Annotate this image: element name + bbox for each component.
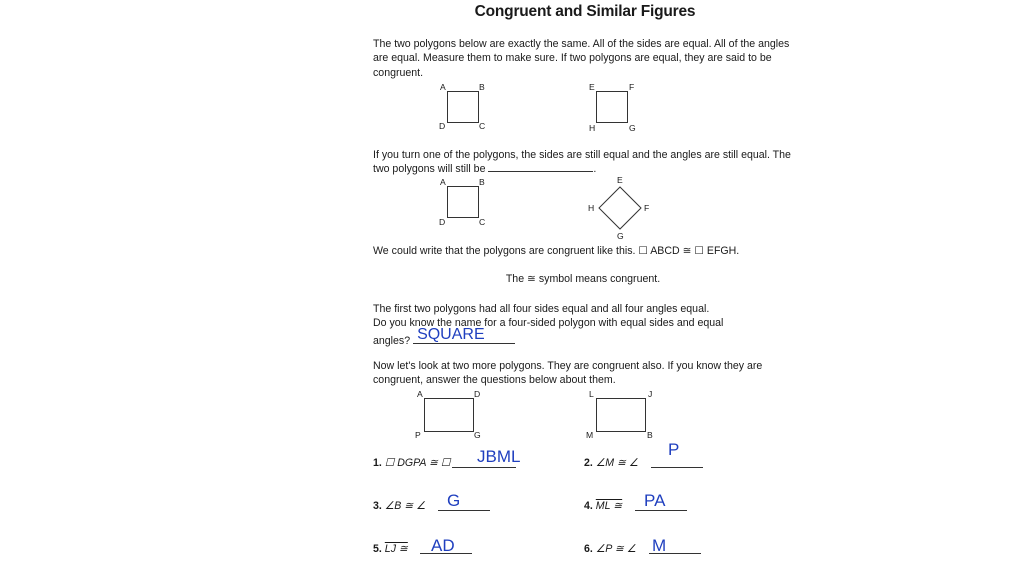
vertex-label: F <box>629 82 635 92</box>
answer-blank <box>438 510 490 511</box>
rectangle-ljbm <box>596 398 646 432</box>
vertex-label: C <box>479 217 486 227</box>
vertex-label: E <box>617 175 623 185</box>
handwritten-answer: PA <box>644 491 666 510</box>
vertex-label: D <box>474 389 481 399</box>
intro-paragraph: The two polygons below are exactly the same. All of the sides are equal. All of the angles are equal. Measure them to make sure. If two polygons are equal, they are said to be congruent. <box>373 38 790 79</box>
vertex-label: B <box>647 430 653 440</box>
vertex-label: P <box>415 430 421 440</box>
square-question: The first two polygons had all four sides equal and all four angles equal. Do you know the name for a four-sided polygon with equal sides and equal angles? SQUARE <box>373 303 724 347</box>
vertex-label: J <box>648 389 653 399</box>
vertex-label: G <box>629 123 636 133</box>
answer-blank <box>452 467 516 468</box>
square-abcd <box>447 91 479 123</box>
vertex-label: M <box>586 430 594 440</box>
symbol-definition: The ≅ symbol means congruent. <box>505 273 661 285</box>
answer-blank <box>651 467 703 468</box>
vertex-label: C <box>479 121 486 131</box>
handwritten-answer: G <box>447 491 461 510</box>
answer-blank <box>413 325 515 344</box>
square-efgh <box>596 91 628 123</box>
vertex-label: A <box>417 389 423 399</box>
vertex-label: L <box>589 389 594 399</box>
vertex-label: H <box>589 123 596 133</box>
answer-blank <box>635 510 687 511</box>
vertex-label: B <box>479 177 485 187</box>
vertex-label: A <box>440 82 446 92</box>
vertex-label: E <box>589 82 595 92</box>
second-polygons-paragraph: Now let's look at two more polygons. They are congruent also. If you know they are congruent, answer the questions below about them. <box>373 360 763 387</box>
handwritten-answer: M <box>652 536 667 555</box>
answer-blank <box>488 171 593 172</box>
vertex-label: F <box>644 203 650 213</box>
vertex-label: A <box>440 177 446 187</box>
handwritten-answer: SQUARE <box>417 325 485 343</box>
handwritten-answer: P <box>668 440 680 459</box>
vertex-label: H <box>588 203 595 213</box>
notation-paragraph: We could write that the polygons are congruent like this. ☐ ABCD ≅ ☐ EFGH. <box>373 245 740 257</box>
handwritten-answer: AD <box>431 536 455 555</box>
vertex-label: B <box>479 82 485 92</box>
rectangle-adgp <box>424 398 474 432</box>
rotated-square-efgh <box>595 184 645 234</box>
square-abcd <box>447 186 479 218</box>
handwritten-answer: JBML <box>477 447 521 466</box>
rotation-paragraph: If you turn one of the polygons, the sides are still equal and the angles are still equal. The two polygons will still be . <box>373 149 791 176</box>
page-title: Congruent and Similar Figures <box>474 3 696 20</box>
vertex-label: G <box>474 430 481 440</box>
vertex-label: D <box>439 217 446 227</box>
vertex-label: G <box>617 231 624 241</box>
vertex-label: D <box>439 121 446 131</box>
